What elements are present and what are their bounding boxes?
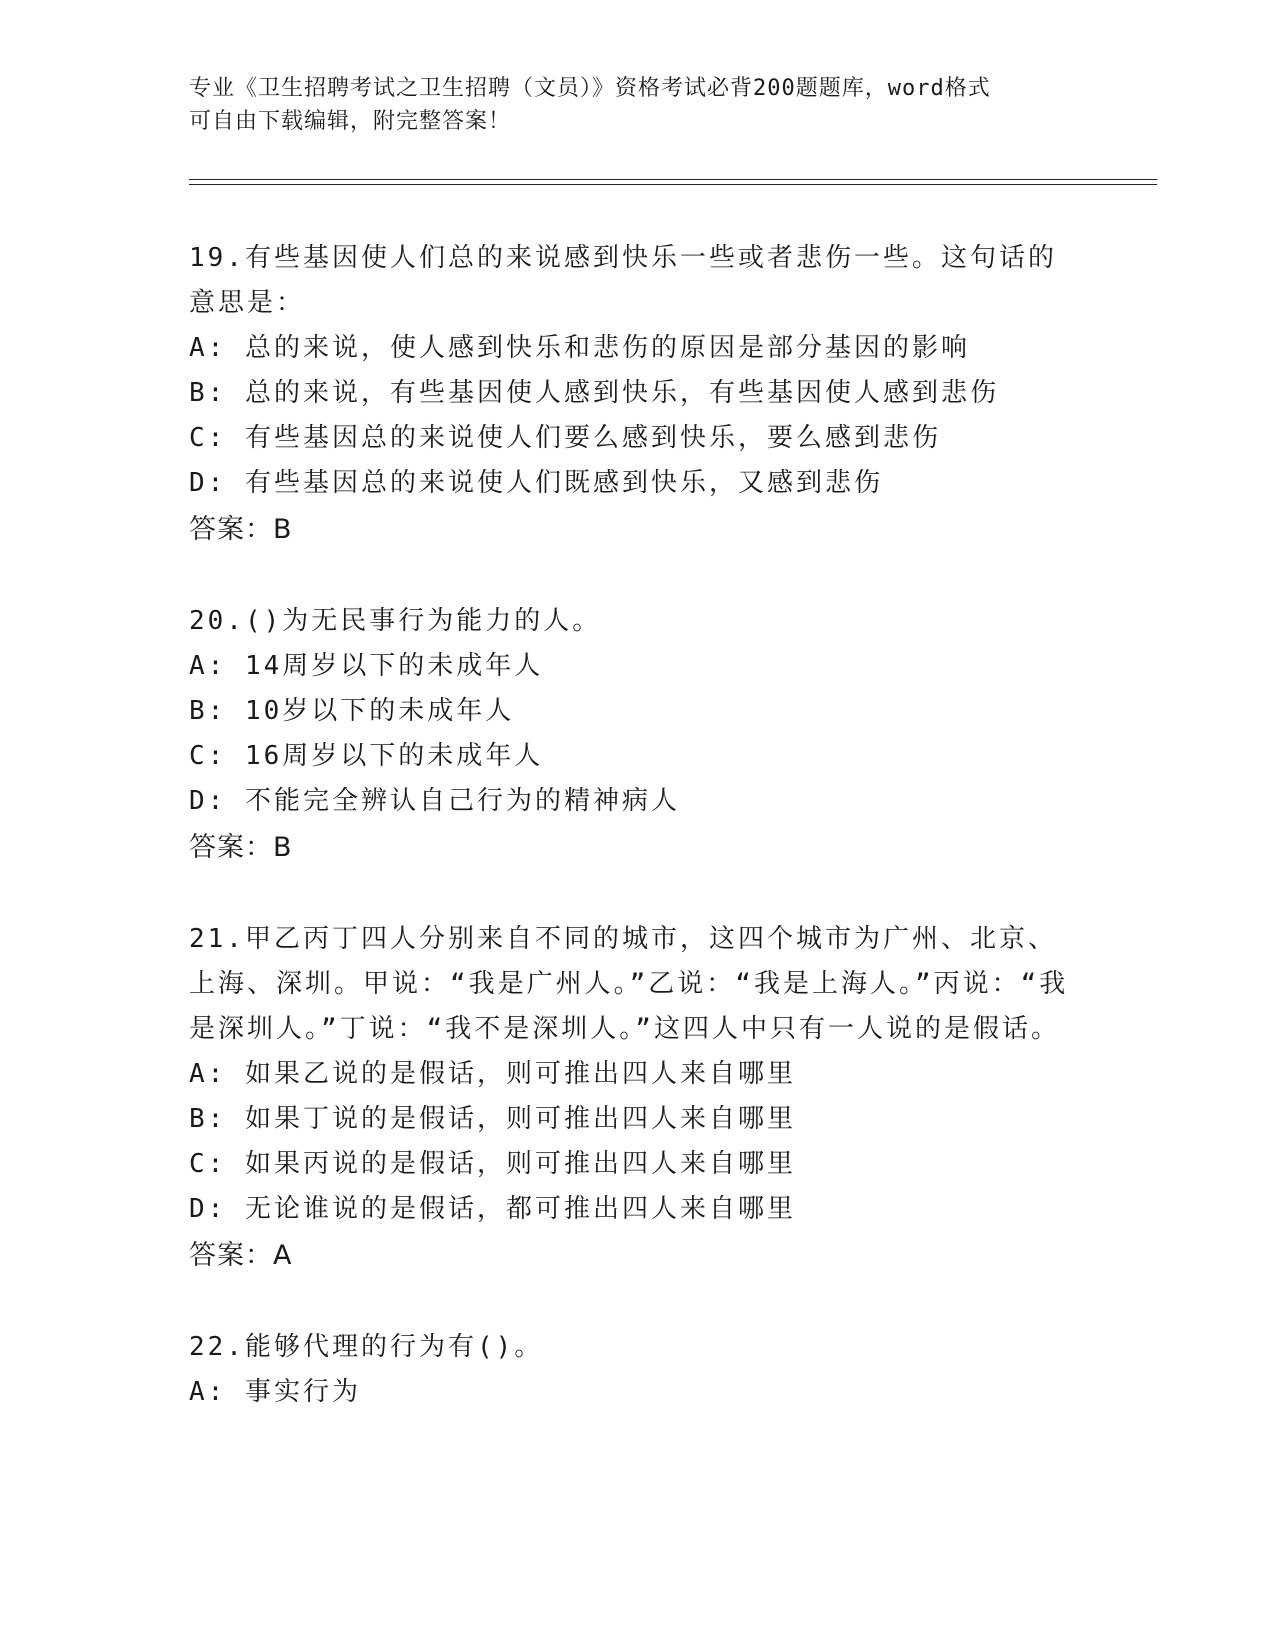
option-a: A: 事实行为 <box>189 1377 361 1407</box>
option-b: B: 总的来说，有些基因使人感到快乐，有些基因使人感到悲伤 <box>189 378 999 408</box>
option-c: C: 16周岁以下的未成年人 <box>189 741 544 771</box>
question-stem: 20.()为无民事行为能力的人。 <box>189 606 602 636</box>
option-a: A: 如果乙说的是假话，则可推出四人来自哪里 <box>189 1059 796 1089</box>
header-line-2: 可自由下载编辑，附完整答案！ <box>189 109 512 134</box>
question-stem: 19.有些基因使人们总的来说感到快乐一些或者悲伤一些。这句话的意思是： <box>189 243 1057 318</box>
answer-label: 答案：B <box>189 832 293 863</box>
option-c: C: 如果丙说的是假话，则可推出四人来自哪里 <box>189 1149 796 1179</box>
header-title <box>189 72 1069 138</box>
answer-label: 答案：B <box>189 514 293 545</box>
option-b: B: 如果丁说的是假话，则可推出四人来自哪里 <box>189 1104 796 1134</box>
question-list <box>189 236 1069 1461</box>
option-a: A: 总的来说，使人感到快乐和悲伤的原因是部分基因的影响 <box>189 333 970 363</box>
question-stem: 22.能够代理的行为有()。 <box>189 1332 544 1362</box>
question-20 <box>189 599 1069 871</box>
header-divider-top <box>189 179 1157 180</box>
answer-label: 答案：A <box>189 1240 293 1271</box>
header-line-1: 专业《卫生招聘考试之卫生招聘（文员）》资格考试必背200题题库，word格式 <box>189 76 991 101</box>
question-22 <box>189 1325 1069 1415</box>
question-stem: 21.甲乙丙丁四人分别来自不同的城市，这四个城市为广州、北京、上海、深圳。甲说：“我是广州人。”乙说：“我是上海人。”丙说：“我是深圳人。”丁说：“我不是深圳人。”这四人中只有一人说的是假话。 <box>189 924 1069 1044</box>
option-c: C: 有些基因总的来说使人们要么感到快乐，要么感到悲伤 <box>189 423 941 453</box>
question-19 <box>189 236 1069 553</box>
option-d: D: 有些基因总的来说使人们既感到快乐，又感到悲伤 <box>189 468 883 498</box>
header-divider-bottom <box>189 184 1157 185</box>
option-d: D: 不能完全辨认自己行为的精神病人 <box>189 786 680 816</box>
document-header <box>189 72 1089 138</box>
option-d: D: 无论谁说的是假话，都可推出四人来自哪里 <box>189 1194 796 1224</box>
option-a: A: 14周岁以下的未成年人 <box>189 651 544 681</box>
question-21 <box>189 917 1069 1279</box>
option-b: B: 10岁以下的未成年人 <box>189 696 515 726</box>
